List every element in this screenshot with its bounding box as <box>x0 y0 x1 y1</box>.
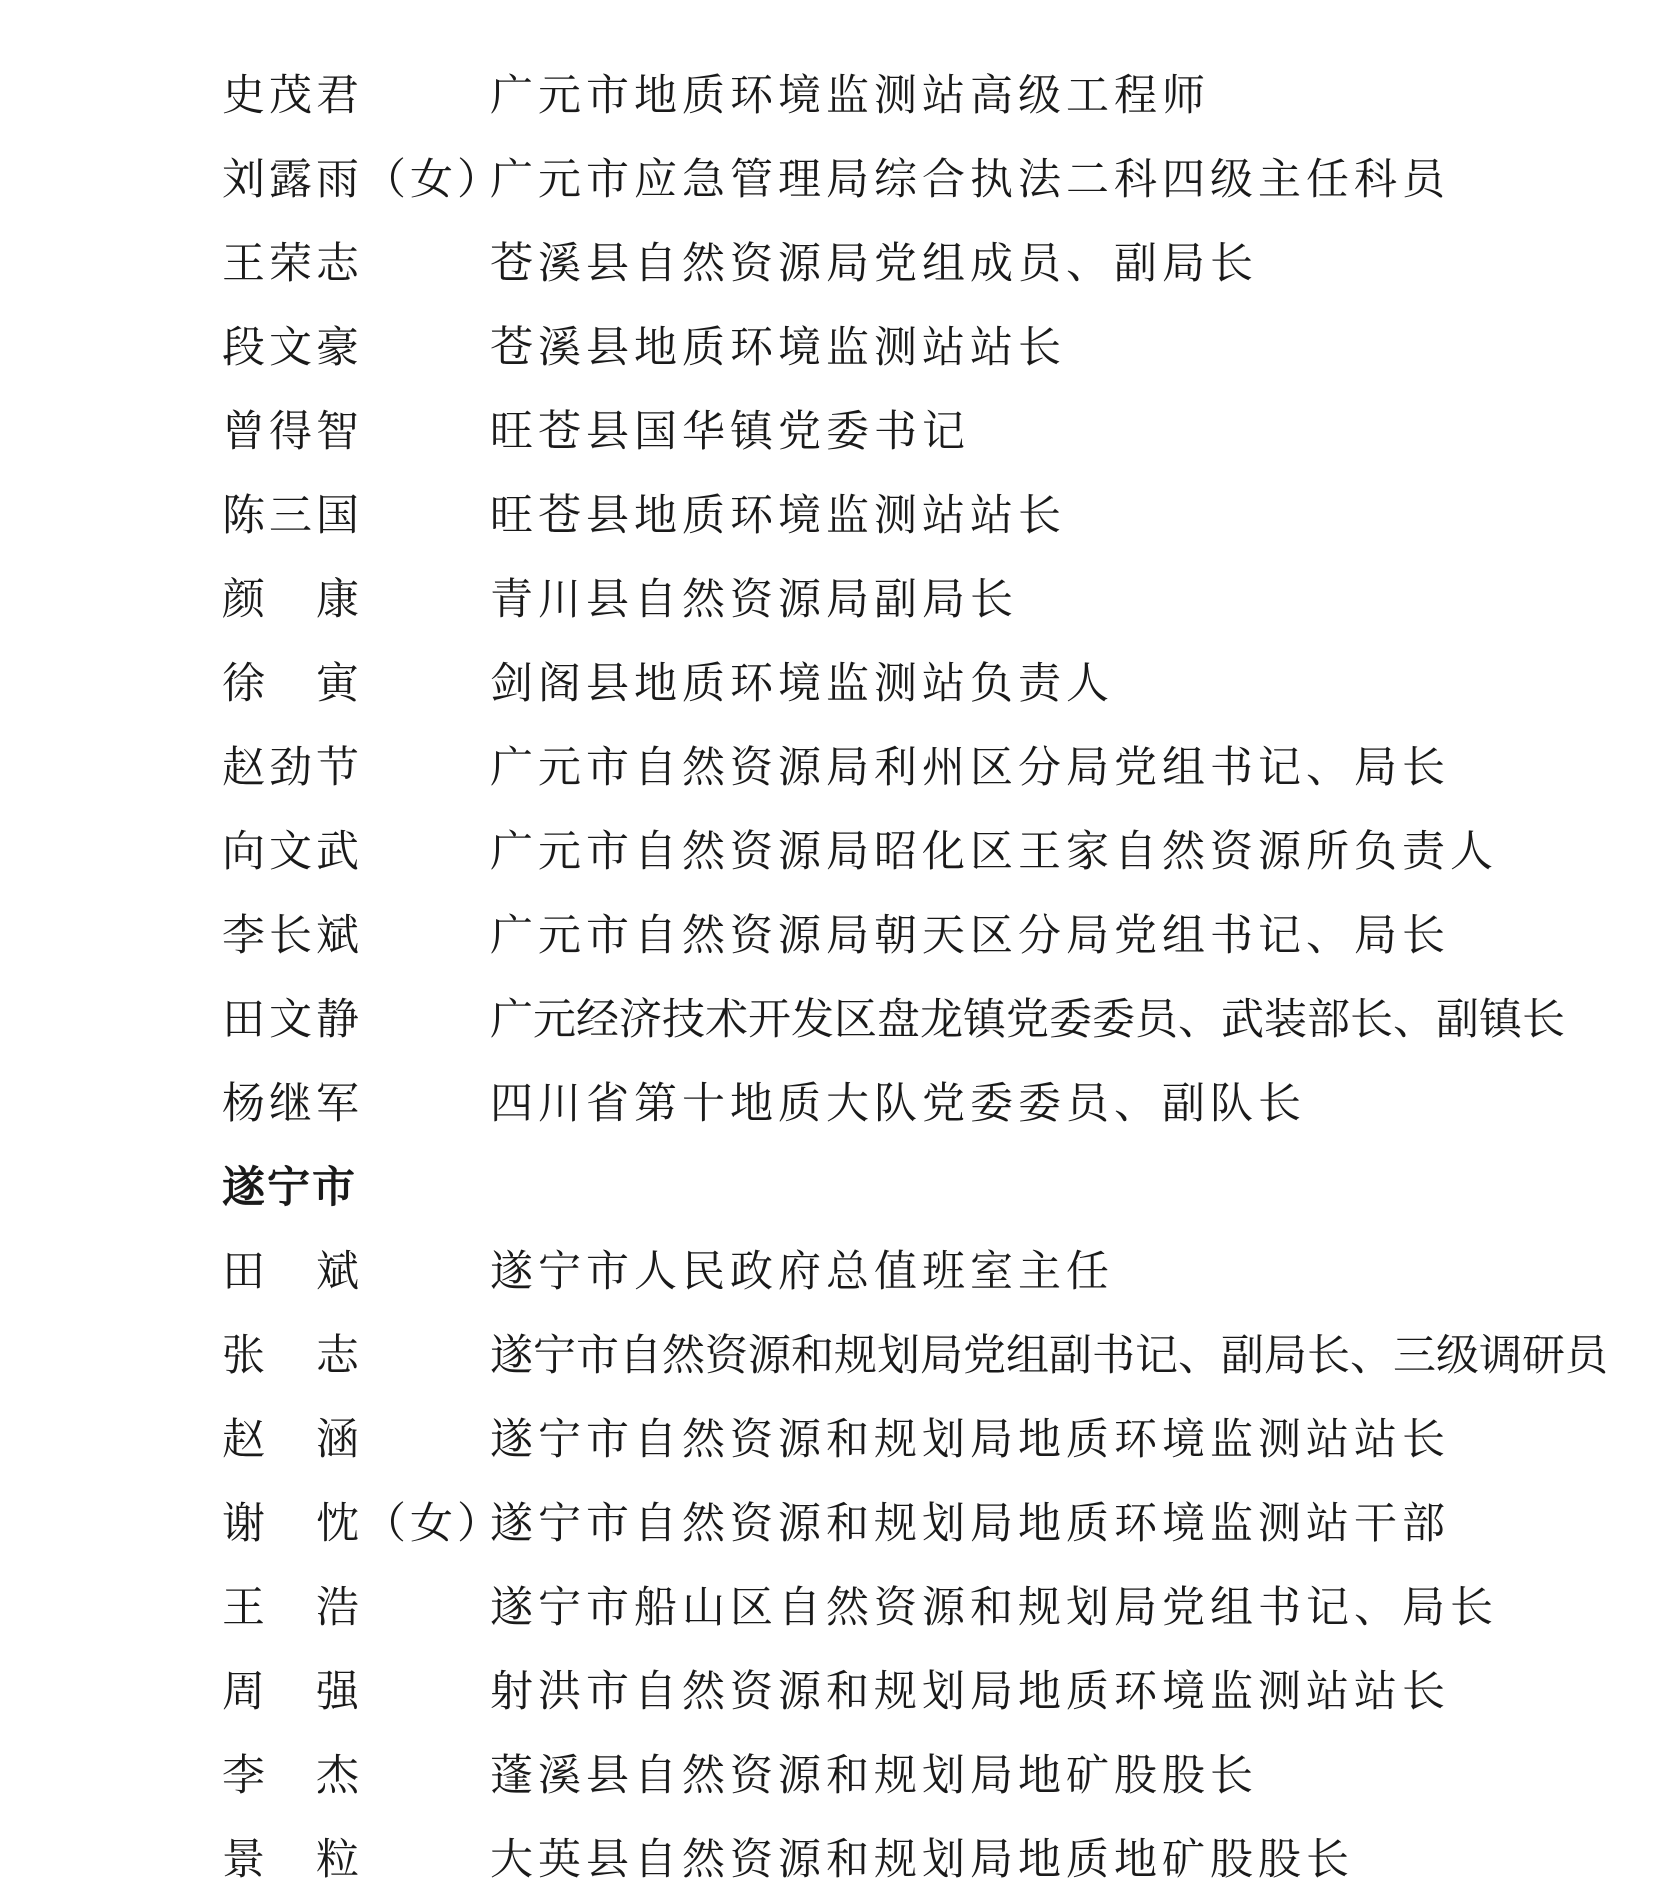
person-name: 谢 忱（女） <box>222 1499 504 1549</box>
person-title: 广元市自然资源局利州区分局党组书记、局长 <box>490 743 1450 793</box>
person-title: 广元市地质环境监测站高级工程师 <box>490 71 1210 121</box>
person-title: 广元市自然资源局昭化区王家自然资源所负责人 <box>490 827 1498 877</box>
list-item <box>0 894 1654 978</box>
person-title: 射洪市自然资源和规划局地质环境监测站站长 <box>490 1667 1450 1717</box>
person-name: 颜 康 <box>222 575 363 625</box>
list-item <box>0 1398 1654 1482</box>
name-list-document <box>0 54 1654 1902</box>
list-item <box>0 1734 1654 1818</box>
list-item <box>0 1230 1654 1314</box>
person-name: 向文武 <box>222 827 363 877</box>
person-title: 广元市自然资源局朝天区分局党组书记、局长 <box>490 911 1450 961</box>
person-title: 遂宁市船山区自然资源和规划局党组书记、局长 <box>490 1583 1498 1633</box>
person-name: 赵劲节 <box>222 743 363 793</box>
person-title: 苍溪县自然资源局党组成员、副局长 <box>490 239 1258 289</box>
person-name: 张 志 <box>222 1331 363 1381</box>
person-title: 广元经济技术开发区盘龙镇党委委员、武装部长、副镇长 <box>490 995 1565 1045</box>
list-item <box>0 978 1654 1062</box>
list-item <box>0 474 1654 558</box>
person-title: 蓬溪县自然资源和规划局地矿股股长 <box>490 1751 1258 1801</box>
person-title: 遂宁市人民政府总值班室主任 <box>490 1247 1114 1297</box>
person-name: 史茂君 <box>222 71 363 121</box>
list-item <box>0 642 1654 726</box>
section-heading: 遂宁市 <box>222 1163 357 1213</box>
list-item <box>0 810 1654 894</box>
person-title: 遂宁市自然资源和规划局地质环境监测站干部 <box>490 1499 1450 1549</box>
person-title: 广元市应急管理局综合执法二科四级主任科员 <box>490 155 1450 205</box>
person-name: 李 杰 <box>222 1751 363 1801</box>
person-title: 大英县自然资源和规划局地质地矿股股长 <box>490 1835 1354 1885</box>
person-name: 杨继军 <box>222 1079 363 1129</box>
person-name: 景 粒 <box>222 1835 363 1885</box>
person-name: 王荣志 <box>222 239 363 289</box>
list-item <box>0 54 1654 138</box>
person-name: 段文豪 <box>222 323 363 373</box>
list-item <box>0 390 1654 474</box>
list-item <box>0 558 1654 642</box>
list-item <box>0 1314 1654 1398</box>
list-item <box>0 306 1654 390</box>
person-title: 苍溪县地质环境监测站站长 <box>490 323 1066 373</box>
person-name: 田文静 <box>222 995 363 1045</box>
person-name: 李长斌 <box>222 911 363 961</box>
person-name: 赵 涵 <box>222 1415 363 1465</box>
list-item <box>0 1818 1654 1902</box>
list-item <box>0 138 1654 222</box>
person-name: 王 浩 <box>222 1583 363 1633</box>
person-title: 青川县自然资源局副局长 <box>490 575 1018 625</box>
list-item <box>0 1482 1654 1566</box>
person-title: 剑阁县地质环境监测站负责人 <box>490 659 1114 709</box>
person-title: 旺苍县地质环境监测站站长 <box>490 491 1066 541</box>
person-title: 遂宁市自然资源和规划局地质环境监测站站长 <box>490 1415 1450 1465</box>
person-name: 陈三国 <box>222 491 363 541</box>
person-name: 徐 寅 <box>222 659 363 709</box>
person-name: 田 斌 <box>222 1247 363 1297</box>
person-title: 旺苍县国华镇党委书记 <box>490 407 970 457</box>
list-item <box>0 726 1654 810</box>
list-item <box>0 1650 1654 1734</box>
section-heading-row <box>0 1146 1654 1230</box>
list-item <box>0 222 1654 306</box>
person-name: 周 强 <box>222 1667 363 1717</box>
person-title: 四川省第十地质大队党委委员、副队长 <box>490 1079 1306 1129</box>
list-item <box>0 1062 1654 1146</box>
list-item <box>0 1566 1654 1650</box>
person-name: 刘露雨（女） <box>222 155 504 205</box>
person-title: 遂宁市自然资源和规划局党组副书记、副局长、三级调研员 <box>490 1331 1608 1381</box>
person-name: 曾得智 <box>222 407 363 457</box>
